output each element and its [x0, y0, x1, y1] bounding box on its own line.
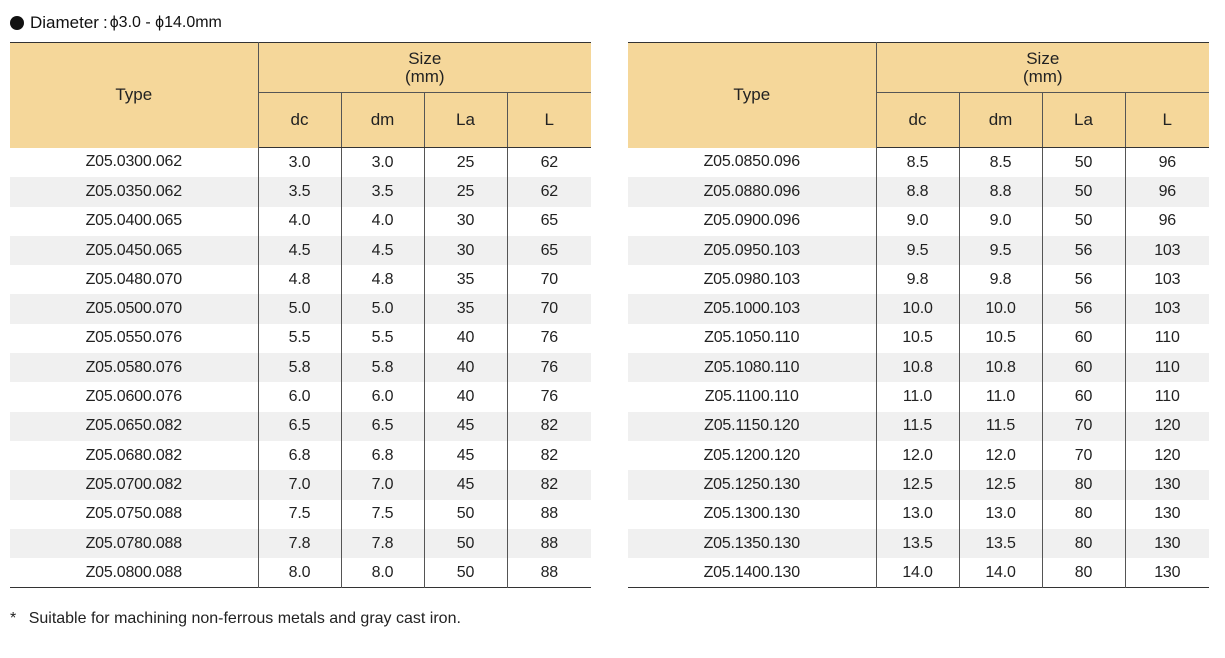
table-body-left [10, 148, 591, 588]
type-cell: Z05.1150.120 [628, 412, 876, 441]
dm-cell: 4.5 [341, 236, 424, 265]
size-header [258, 43, 591, 93]
table-row [10, 236, 591, 265]
l-cell: 110 [1125, 382, 1209, 411]
type-cell: Z05.0650.082 [10, 412, 258, 441]
type-cell: Z05.1250.130 [628, 470, 876, 499]
caption-colon: : [102, 13, 108, 32]
type-cell: Z05.1100.110 [628, 382, 876, 411]
dc-cell: 5.5 [288, 329, 311, 347]
l-cell: 70 [507, 265, 591, 294]
table-row [10, 324, 591, 353]
footnote [10, 610, 461, 628]
table-row [10, 558, 591, 588]
dm-cell: 10.8 [959, 353, 1042, 382]
table-row [628, 177, 1209, 206]
dc-cell: 3.5 [258, 177, 341, 206]
l-cell: 88 [507, 558, 591, 588]
table-row [10, 294, 591, 323]
dc-cell: 4.0 [288, 212, 311, 230]
la-cell: 50 [424, 529, 507, 558]
dm-cell: 9.0 [959, 207, 1042, 236]
dc-header: dc [258, 93, 341, 148]
size-header-unit: (mm) [404, 66, 445, 86]
dm-cell: 13.5 [959, 529, 1042, 558]
table-row [628, 265, 1209, 294]
l-header: L [507, 93, 591, 148]
type-cell: Z05.0480.070 [10, 265, 258, 294]
la-cell: 35 [424, 294, 507, 323]
dm-cell: 8.0 [341, 558, 424, 588]
dc-cell: 3.0 [288, 153, 311, 171]
la-cell: 50 [1042, 177, 1125, 206]
table-row [628, 382, 1209, 411]
dm-cell: 12.5 [959, 470, 1042, 499]
footnote-mark: * [10, 610, 17, 627]
table-row [10, 148, 591, 178]
la-cell: 25 [424, 148, 507, 178]
dc-cell: 8.0 [288, 563, 311, 581]
dc-cell: 7.8 [258, 529, 341, 558]
table-row [10, 529, 591, 558]
type-cell: Z05.0950.103 [628, 236, 876, 265]
la-cell: 50 [424, 558, 507, 588]
type-cell: Z05.0500.070 [10, 294, 258, 323]
type-cell: Z05.0550.076 [10, 324, 258, 353]
la-cell: 60 [1042, 353, 1125, 382]
type-cell: Z05.0580.076 [10, 353, 258, 382]
table-row [628, 412, 1209, 441]
dm-cell: 6.5 [341, 412, 424, 441]
dc-cell: 9.8 [906, 270, 929, 288]
type-header: Type [628, 43, 876, 148]
dc-cell: 4.8 [288, 270, 311, 288]
table-row [628, 529, 1209, 558]
table-row [628, 148, 1209, 178]
table-row [10, 265, 591, 294]
la-cell: 60 [1042, 382, 1125, 411]
dc-cell: 9.5 [876, 236, 959, 265]
l-header: L [1125, 93, 1209, 148]
type-cell: Z05.0400.065 [10, 207, 258, 236]
size-header-label: Size [1026, 48, 1060, 68]
la-cell: 30 [424, 207, 507, 236]
l-cell: 130 [1125, 558, 1209, 588]
la-cell: 80 [1042, 470, 1125, 499]
dm-cell: 14.0 [959, 558, 1042, 588]
dc-cell: 10.5 [902, 329, 933, 347]
dc-cell: 10.8 [876, 353, 959, 382]
type-cell: Z05.0780.088 [10, 529, 258, 558]
dm-cell: 4.0 [341, 207, 424, 236]
table-row [628, 353, 1209, 382]
l-cell: 82 [507, 470, 591, 499]
la-header: La [424, 93, 507, 148]
dc-cell: 8.5 [906, 153, 929, 171]
l-cell: 65 [507, 236, 591, 265]
l-cell: 70 [507, 294, 591, 323]
dc-cell: 13.0 [902, 505, 933, 523]
l-cell: 110 [1125, 353, 1209, 382]
table-row [628, 558, 1209, 588]
l-cell: 65 [507, 207, 591, 236]
la-cell: 25 [424, 177, 507, 206]
table-row [10, 353, 591, 382]
dm-cell: 7.0 [341, 470, 424, 499]
dc-cell: 9.0 [906, 212, 929, 230]
table-row [628, 294, 1209, 323]
dm-cell: 5.8 [341, 353, 424, 382]
la-cell: 40 [424, 324, 507, 353]
caption-range: ϕ3.0 - ϕ14.0mm [109, 14, 222, 31]
la-cell: 45 [424, 412, 507, 441]
dm-cell: 12.0 [959, 441, 1042, 470]
table-row [628, 207, 1209, 236]
l-cell: 88 [507, 500, 591, 529]
table-row [628, 236, 1209, 265]
dc-cell: 6.5 [258, 412, 341, 441]
table-row [10, 500, 591, 529]
l-cell: 130 [1125, 500, 1209, 529]
la-cell: 45 [424, 441, 507, 470]
l-cell: 76 [507, 382, 591, 411]
l-cell: 130 [1125, 529, 1209, 558]
la-cell: 35 [424, 265, 507, 294]
l-cell: 82 [507, 412, 591, 441]
size-header-label: Size [408, 48, 442, 68]
la-cell: 30 [424, 236, 507, 265]
type-cell: Z05.0450.065 [10, 236, 258, 265]
l-cell: 96 [1125, 207, 1209, 236]
la-cell: 45 [424, 470, 507, 499]
table-row [10, 382, 591, 411]
table-row [10, 412, 591, 441]
la-cell: 80 [1042, 529, 1125, 558]
spec-table-left [10, 42, 591, 588]
dc-cell: 6.8 [288, 446, 311, 464]
l-cell: 103 [1125, 294, 1209, 323]
dm-cell: 9.5 [959, 236, 1042, 265]
l-cell: 82 [507, 441, 591, 470]
dc-cell: 7.5 [288, 505, 311, 523]
dc-header: dc [876, 93, 959, 148]
type-cell: Z05.0800.088 [10, 558, 258, 588]
dc-cell: 7.0 [258, 470, 341, 499]
l-cell: 103 [1125, 265, 1209, 294]
dc-cell: 4.5 [258, 236, 341, 265]
table-row [10, 177, 591, 206]
diameter-caption [10, 11, 222, 35]
l-cell: 120 [1125, 441, 1209, 470]
dm-cell: 4.8 [341, 265, 424, 294]
dm-cell: 13.0 [959, 500, 1042, 529]
type-cell: Z05.0680.082 [10, 441, 258, 470]
table-row [628, 500, 1209, 529]
dc-cell: 5.0 [258, 294, 341, 323]
la-cell: 56 [1042, 294, 1125, 323]
la-cell: 56 [1042, 265, 1125, 294]
table-row [628, 441, 1209, 470]
l-cell: 96 [1125, 148, 1209, 178]
dm-cell: 8.8 [959, 177, 1042, 206]
dm-cell: 3.5 [341, 177, 424, 206]
la-cell: 60 [1042, 324, 1125, 353]
la-header: La [1042, 93, 1125, 148]
type-cell: Z05.1080.110 [628, 353, 876, 382]
la-cell: 40 [424, 382, 507, 411]
dc-cell: 10.0 [876, 294, 959, 323]
type-cell: Z05.0600.076 [10, 382, 258, 411]
dm-cell: 7.8 [341, 529, 424, 558]
type-header: Type [10, 43, 258, 148]
type-cell: Z05.0350.062 [10, 177, 258, 206]
l-cell: 130 [1125, 470, 1209, 499]
dc-cell: 8.8 [876, 177, 959, 206]
la-cell: 70 [1042, 412, 1125, 441]
table-row [10, 470, 591, 499]
dc-cell: 13.5 [876, 529, 959, 558]
type-cell: Z05.0300.062 [10, 148, 258, 178]
dm-cell: 9.8 [959, 265, 1042, 294]
dm-header: dm [341, 93, 424, 148]
la-cell: 50 [424, 500, 507, 529]
dm-cell: 5.0 [341, 294, 424, 323]
dc-cell: 14.0 [902, 563, 933, 581]
dc-cell: 11.0 [902, 388, 933, 406]
footnote-text: Suitable for machining non-ferrous metals and gray cast iron. [28, 610, 461, 627]
dm-cell: 3.0 [341, 148, 424, 178]
type-cell: Z05.0750.088 [10, 500, 258, 529]
la-cell: 50 [1042, 148, 1125, 178]
dc-cell: 12.0 [902, 446, 933, 464]
type-cell: Z05.0850.096 [628, 148, 876, 178]
spec-table-right [628, 42, 1209, 588]
table-row [10, 441, 591, 470]
type-cell: Z05.1300.130 [628, 500, 876, 529]
dm-cell: 11.0 [959, 382, 1042, 411]
dc-cell: 5.8 [258, 353, 341, 382]
type-cell: Z05.0980.103 [628, 265, 876, 294]
la-cell: 80 [1042, 558, 1125, 588]
dm-cell: 11.5 [959, 412, 1042, 441]
l-cell: 88 [507, 529, 591, 558]
type-cell: Z05.0700.082 [10, 470, 258, 499]
table-row [628, 324, 1209, 353]
type-cell: Z05.1050.110 [628, 324, 876, 353]
la-cell: 56 [1042, 236, 1125, 265]
type-cell: Z05.1350.130 [628, 529, 876, 558]
l-cell: 103 [1125, 236, 1209, 265]
table-row [10, 207, 591, 236]
type-cell: Z05.1000.103 [628, 294, 876, 323]
l-cell: 96 [1125, 177, 1209, 206]
size-header-unit: (mm) [1022, 66, 1063, 86]
type-cell: Z05.0900.096 [628, 207, 876, 236]
la-cell: 50 [1042, 207, 1125, 236]
dm-cell: 7.5 [341, 500, 424, 529]
dm-cell: 10.5 [959, 324, 1042, 353]
dc-cell: 11.5 [876, 412, 959, 441]
la-cell: 70 [1042, 441, 1125, 470]
dm-header: dm [959, 93, 1042, 148]
type-cell: Z05.0880.096 [628, 177, 876, 206]
la-cell: 80 [1042, 500, 1125, 529]
l-cell: 62 [507, 148, 591, 178]
dm-cell: 5.5 [341, 324, 424, 353]
dm-cell: 10.0 [959, 294, 1042, 323]
dm-cell: 6.8 [341, 441, 424, 470]
table-body-right [628, 148, 1209, 588]
l-cell: 76 [507, 324, 591, 353]
type-cell: Z05.1200.120 [628, 441, 876, 470]
table-row [628, 470, 1209, 499]
la-cell: 40 [424, 353, 507, 382]
l-cell: 62 [507, 177, 591, 206]
caption-label: Diameter [30, 13, 99, 32]
l-cell: 120 [1125, 412, 1209, 441]
bullet-icon [10, 16, 24, 30]
dc-cell: 6.0 [288, 388, 311, 406]
dc-cell: 12.5 [876, 470, 959, 499]
dm-cell: 6.0 [341, 382, 424, 411]
type-cell: Z05.1400.130 [628, 558, 876, 588]
l-cell: 76 [507, 353, 591, 382]
l-cell: 110 [1125, 324, 1209, 353]
dm-cell: 8.5 [959, 148, 1042, 178]
size-header [876, 43, 1209, 93]
